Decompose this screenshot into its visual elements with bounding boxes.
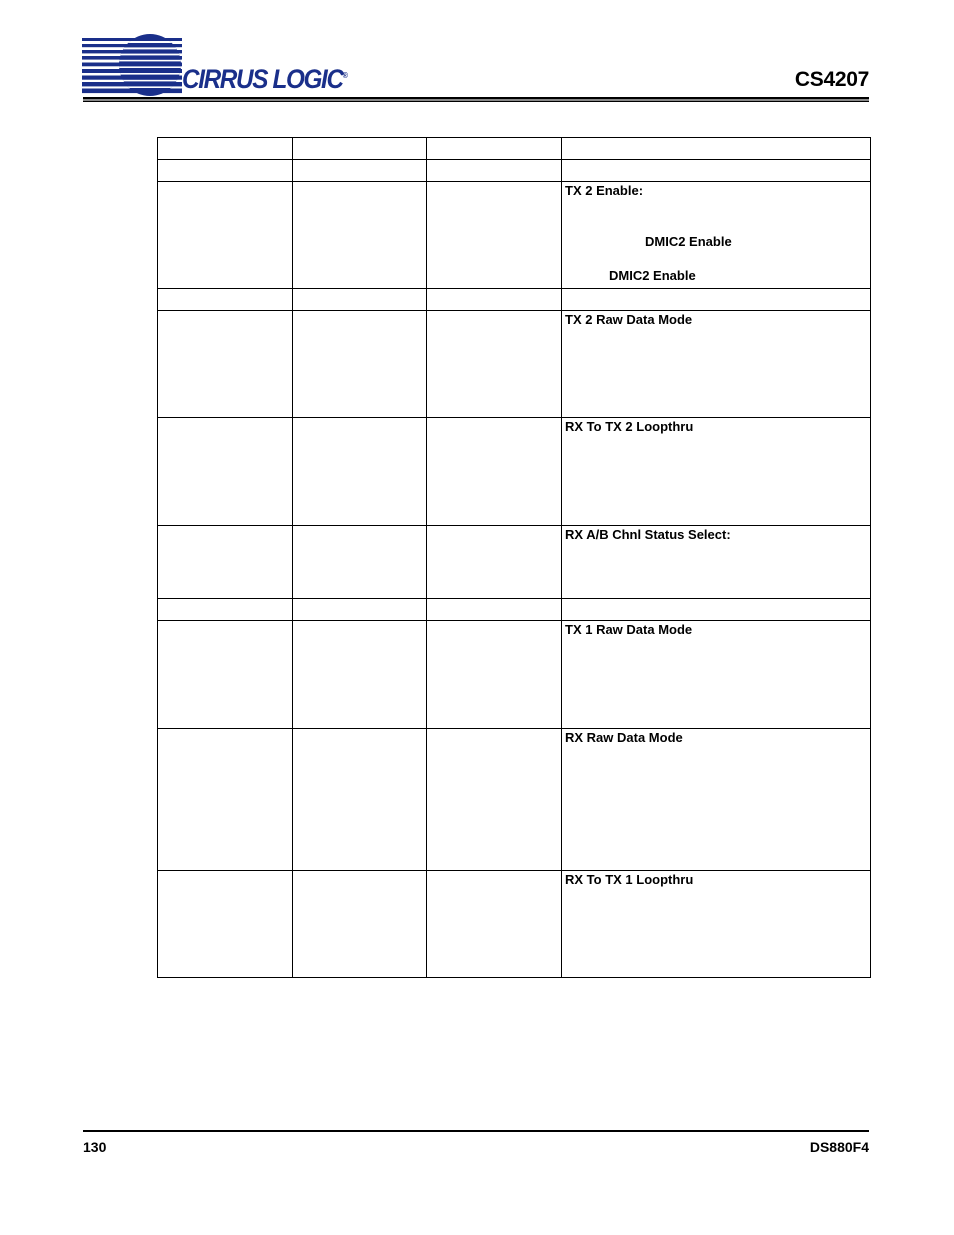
table-cell <box>427 621 562 729</box>
table-cell <box>293 871 427 978</box>
table-cell <box>293 526 427 599</box>
field-name: RX Raw Data Mode <box>565 730 683 745</box>
table-cell <box>293 311 427 418</box>
field-name: TX 2 Enable: <box>565 183 644 198</box>
table-cell <box>158 182 293 289</box>
table-row <box>158 182 871 289</box>
field-name: RX To TX 2 Loopthru <box>565 419 694 434</box>
description-cell <box>562 729 871 871</box>
table-cell <box>427 160 562 182</box>
description-cell <box>562 418 871 526</box>
table-row <box>158 526 871 599</box>
table-cell <box>293 160 427 182</box>
table-header-row <box>158 138 871 160</box>
field-value-label: DMIC2 Enable <box>609 268 696 283</box>
document-part-number: CS4207 <box>794 68 869 91</box>
field-name: TX 2 Raw Data Mode <box>565 312 693 327</box>
field-value-label: DMIC2 Enable <box>645 234 732 249</box>
field-name: RX A/B Chnl Status Select: <box>565 527 731 542</box>
table-cell <box>427 138 562 160</box>
description-cell <box>562 621 871 729</box>
table-cell <box>158 871 293 978</box>
table-cell <box>427 526 562 599</box>
table-row <box>158 418 871 526</box>
header-rule <box>83 97 869 102</box>
table-cell <box>293 182 427 289</box>
table-cell <box>158 621 293 729</box>
table-cell <box>427 599 562 621</box>
field-name: TX 1 Raw Data Mode <box>565 622 693 637</box>
table-cell <box>293 621 427 729</box>
table-cell <box>427 182 562 289</box>
table-row <box>158 289 871 311</box>
table-cell <box>427 289 562 311</box>
field-name: RX To TX 1 Loopthru <box>565 872 694 887</box>
table-cell <box>293 599 427 621</box>
description-cell <box>562 871 871 978</box>
table-cell <box>293 418 427 526</box>
table-cell <box>427 871 562 978</box>
logo-wordmark: CIRRUS LOGIC® <box>182 64 348 94</box>
table-cell <box>427 311 562 418</box>
description-cell <box>562 311 871 418</box>
table-cell <box>562 138 871 160</box>
table-cell <box>158 138 293 160</box>
table-row <box>158 311 871 418</box>
table-cell <box>562 160 871 182</box>
description-cell <box>562 182 871 289</box>
table-cell <box>427 729 562 871</box>
table-cell <box>158 729 293 871</box>
table-row <box>158 599 871 621</box>
document-code: DS880F4 <box>809 1139 869 1155</box>
table-cell <box>158 160 293 182</box>
table-cell <box>427 418 562 526</box>
page-number: 130 <box>83 1139 107 1155</box>
table-row <box>158 160 871 182</box>
table-cell <box>562 289 871 311</box>
table-cell <box>562 599 871 621</box>
description-cell <box>562 526 871 599</box>
table-cell <box>158 418 293 526</box>
table-row <box>158 871 871 978</box>
register-table <box>157 137 871 978</box>
table-row <box>158 729 871 871</box>
table-cell <box>293 729 427 871</box>
table-cell <box>158 311 293 418</box>
table-cell <box>158 599 293 621</box>
table-cell <box>293 138 427 160</box>
table-cell <box>293 289 427 311</box>
table-cell <box>158 526 293 599</box>
table-row <box>158 621 871 729</box>
footer-rule <box>83 1130 869 1132</box>
table-cell <box>158 289 293 311</box>
